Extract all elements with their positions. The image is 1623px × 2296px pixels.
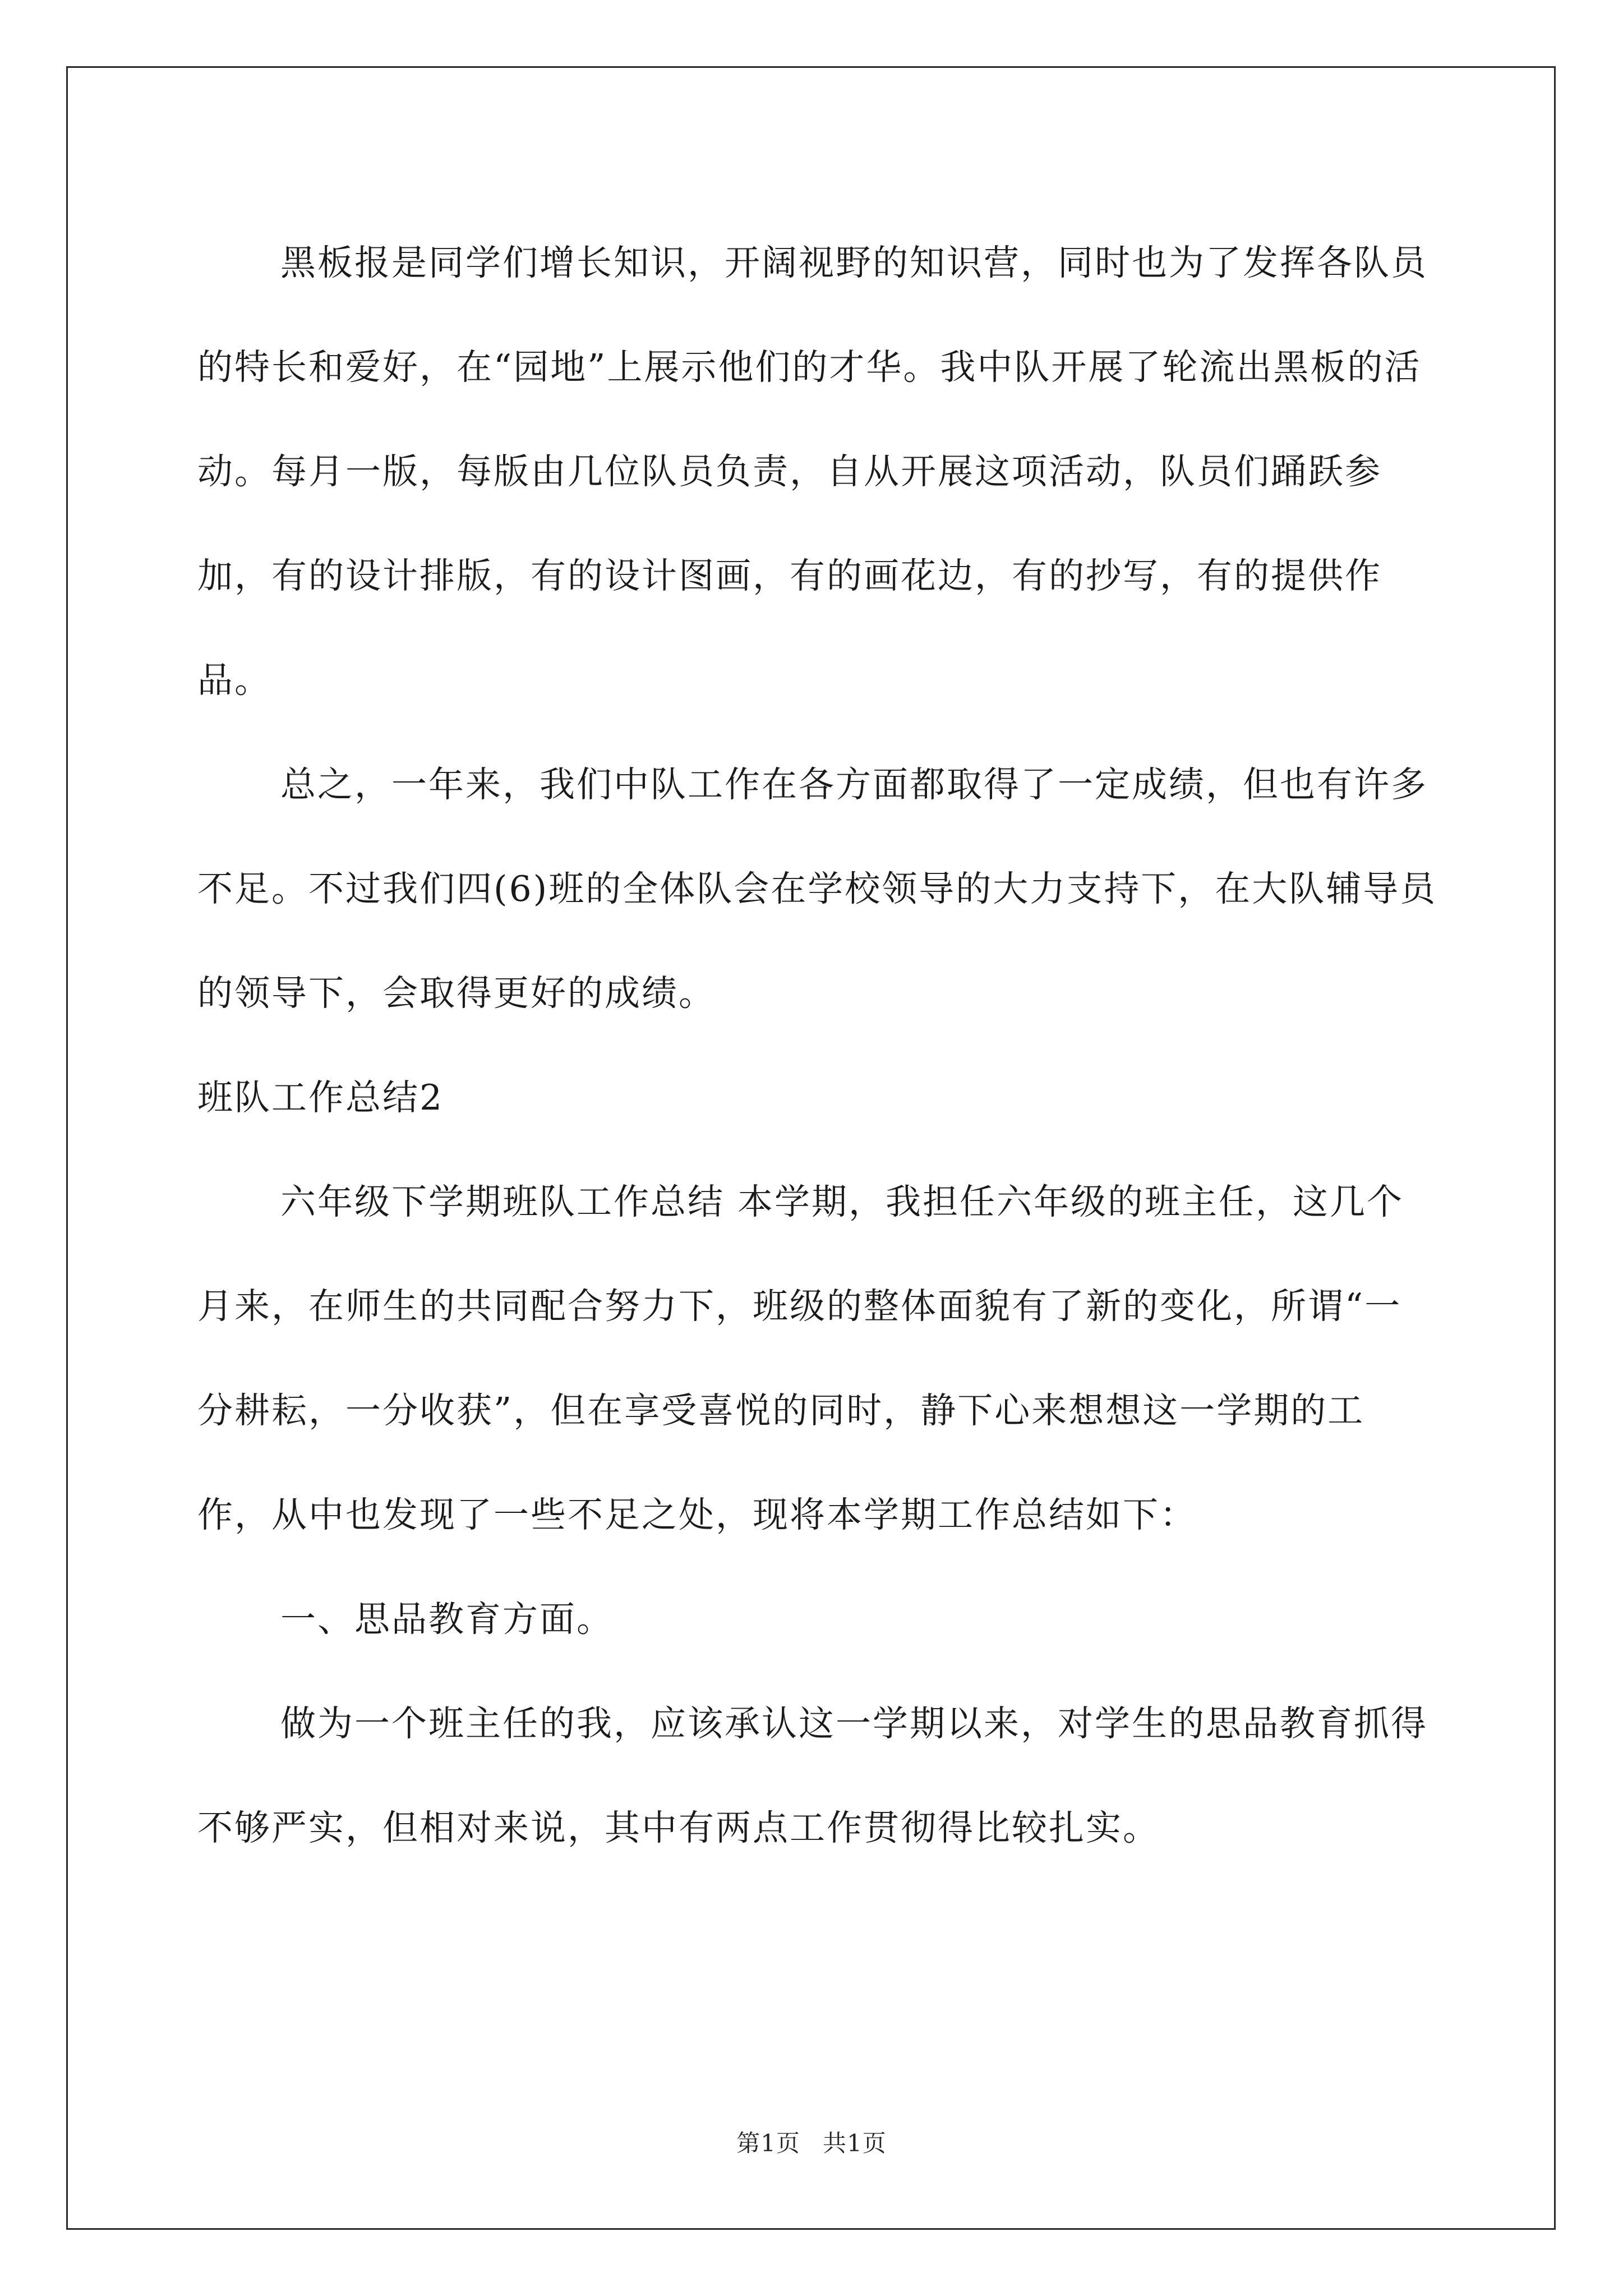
paragraph-subheading: 一、思品教育方面。	[280, 1599, 614, 1640]
paragraph-intro: 六年级下学期班队工作总结 本学期，我担任六年级的班主任，这几个月来，在师生的共同配合努力下，班级的整体面貌有了新的变化，所谓“一分耕耘，一分收获”，但在享受喜悦的同时，静下心来想想这一学期的工作，从中也发现了一些不足之处，现将本学期工作总结如下：	[197, 1181, 1404, 1535]
document-body	[197, 211, 1438, 1880]
page-number: 第1页	[736, 2129, 800, 2157]
page-total: 共1页	[823, 2129, 887, 2157]
page-footer	[0, 2125, 1623, 2159]
paragraph-moral-education: 做为一个班主任的我，应该承认这一学期以来，对学生的思品教育抓得不够严实，但相对来说，其中有两点工作贯彻得比较扎实。	[197, 1703, 1428, 1848]
paragraph-summary: 总之，一年来，我们中队工作在各方面都取得了一定成绩，但也有许多不足。不过我们四(6)班的全体队会在学校领导的大力支持下，在大队辅导员的领导下，会取得更好的成绩。	[197, 764, 1437, 1014]
section-heading: 班队工作总结2	[197, 1077, 444, 1118]
paragraph-blackboard: 黑板报是同学们增长知识，开阔视野的知识营，同时也为了发挥各队员的特长和爱好，在“园地”上展示他们的才华。我中队开展了轮流出黑板的活动。每月一版，每版由几位队员负责，自从开展这项活动，队员们踊跃参加，有的设计排版，有的设计图画，有的画花边，有的抄写，有的提供作品。	[197, 242, 1428, 701]
